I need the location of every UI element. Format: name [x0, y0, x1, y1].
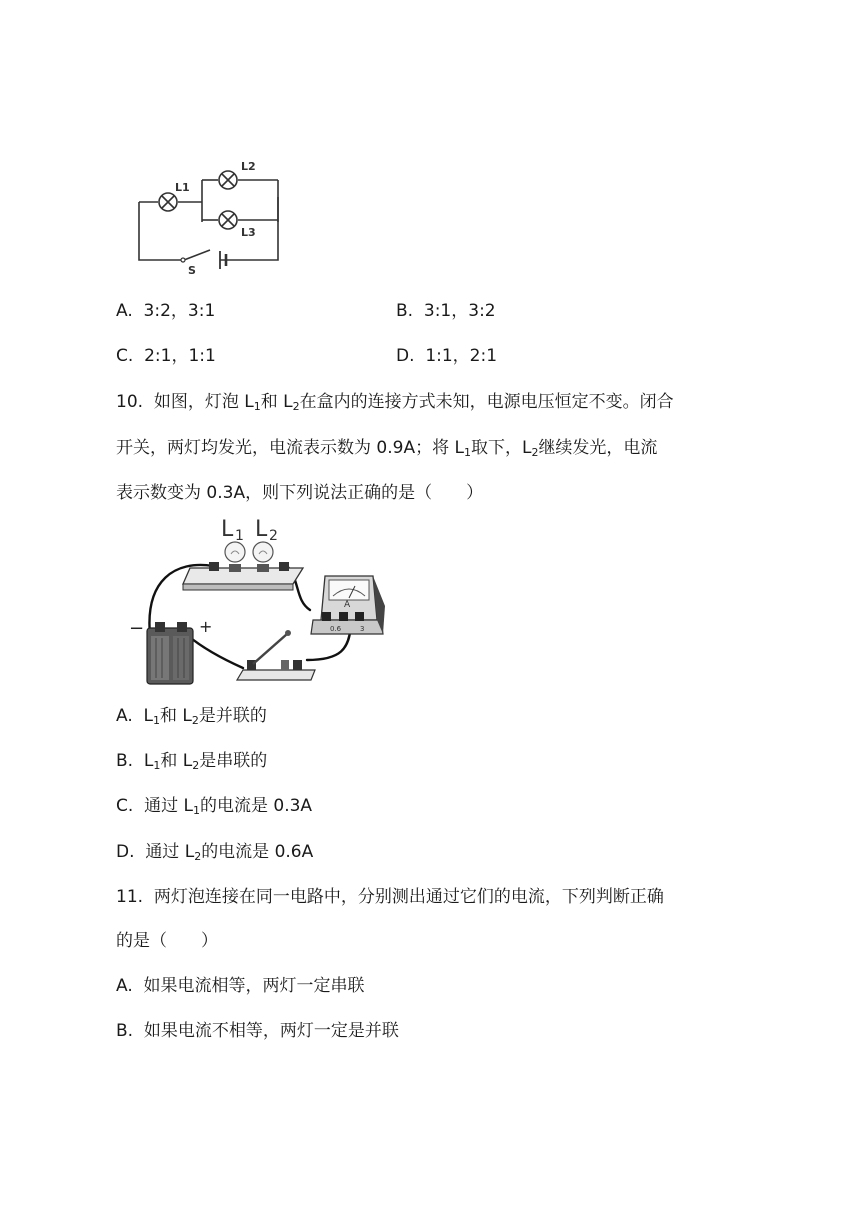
- figure-label-l: L: [255, 517, 268, 542]
- figure-label-l: L: [221, 517, 234, 542]
- q11-stem-line1: 11. 两灯泡连接在同一电路中，分别测出通过它们的电流，下列判断正确: [116, 887, 664, 907]
- battery: [147, 622, 193, 684]
- ammeter-terminal-3: 3: [360, 625, 365, 633]
- q11-option-a: A. 如果电流相等，两灯一定串联: [116, 976, 365, 996]
- question-number: 10.: [116, 392, 144, 412]
- physical-circuit-figure: [125, 510, 395, 690]
- figure-label-sub2: 2: [269, 528, 278, 544]
- q10-stem-line2: 开关，两灯均发光，电流表示数为 0.9A；将 $L_1$取下，$L_2$继续发光，电流: [116, 438, 658, 459]
- label-l3: L3: [241, 226, 256, 239]
- q10-option-c: C. 通过 $L_1$的电流是 0.3A: [116, 796, 313, 817]
- q9-option-b: B. 3:1，3:2: [396, 301, 496, 321]
- q10-option-a: A. $L_1$和 $L_2$是并联的: [116, 706, 267, 727]
- label-s: S: [188, 264, 196, 275]
- battery-minus: −: [129, 618, 145, 639]
- q9-option-c: C. 2:1，1:1: [116, 346, 216, 366]
- label-l2: L2: [241, 160, 256, 173]
- q10-option-b: B. $L_1$和 $L_2$是串联的: [116, 751, 268, 772]
- q11-option-b: B. 如果电流不相等，两灯一定是并联: [116, 1021, 399, 1041]
- switch-s: [184, 250, 210, 260]
- knife-switch: [237, 630, 315, 680]
- battery-plus: +: [199, 617, 213, 636]
- ammeter-terminal-06: 0.6: [330, 625, 342, 633]
- circuit-diagram-figure: [130, 150, 290, 275]
- q9-option-a: A. 3:2，3:1: [116, 301, 216, 321]
- ammeter-label: A: [344, 600, 351, 610]
- q11-stem-line2: 的是（ ）: [116, 931, 218, 951]
- q10-stem-line3: 表示数变为 0.3A，则下列说法正确的是（ ）: [116, 483, 484, 503]
- q9-option-d: D. 1:1，2:1: [396, 346, 498, 366]
- figure-label-sub1: 1: [235, 528, 244, 544]
- label-l1: L1: [175, 181, 190, 194]
- q10-option-d: D. 通过 $L_2$的电流是 0.6A: [116, 842, 314, 863]
- question-number: 11.: [116, 887, 144, 907]
- q10-stem-line1: 10. 如图，灯泡 $L_1$和 $L_2$在盒内的连接方式未知，电源电压恒定不变。闭合: [116, 392, 674, 413]
